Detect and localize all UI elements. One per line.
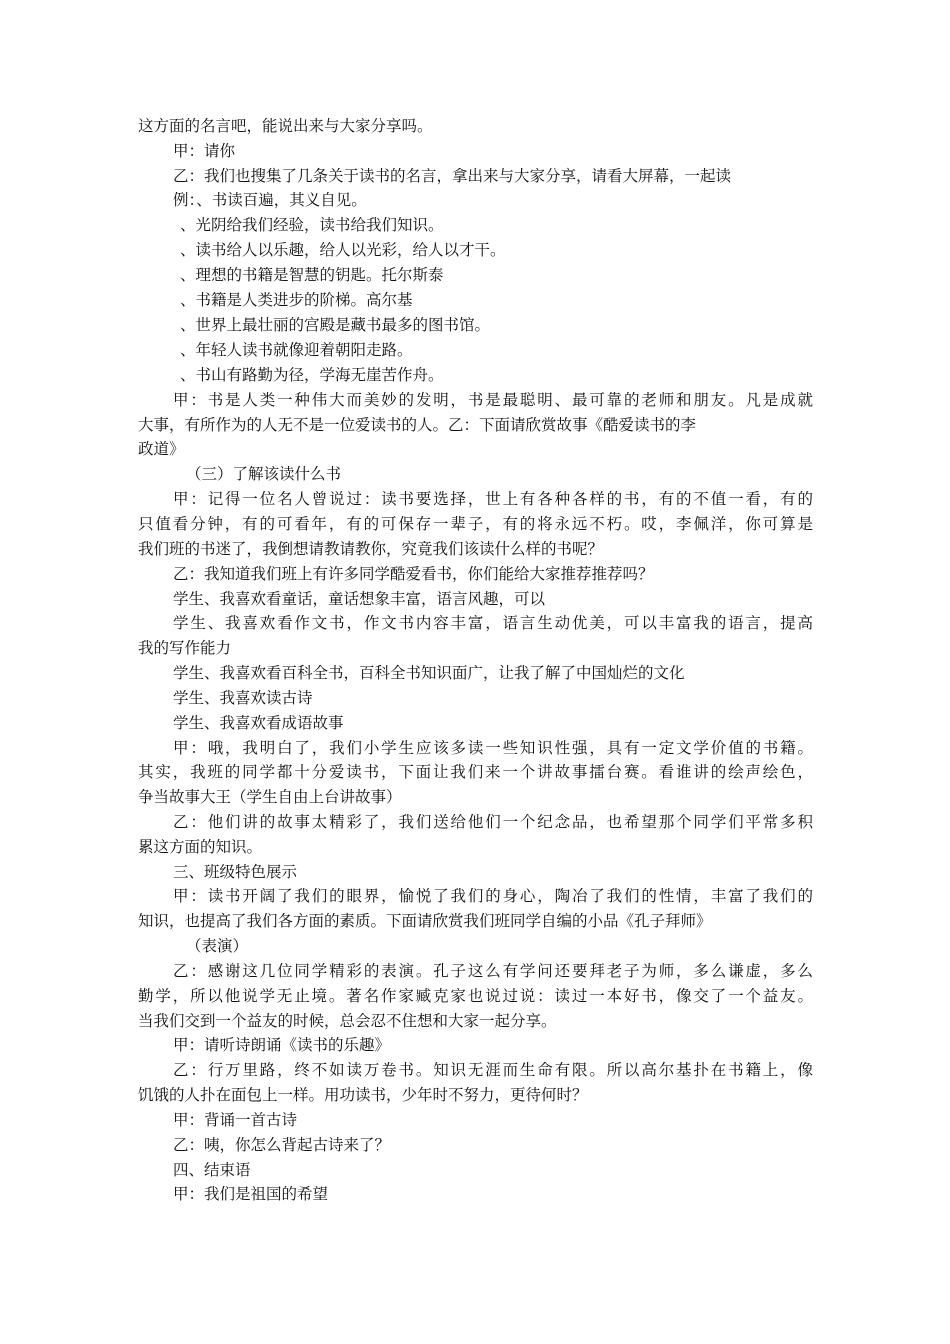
text-line: 乙：感谢这几位同学精彩的表演。孔子这么有学问还要拜老子为师，多么谦虚，多么 (173, 962, 813, 980)
section-heading: 四、结束语 (173, 1161, 251, 1179)
text-line: 知识，也提高了我们各方面的素质。下面请欣赏我们班同学自编的小品《孔子拜师》 (138, 912, 712, 930)
text-line: 甲：读书开阔了我们的眼界，愉悦了我们的身心，陶冶了我们的性情，丰富了我们的 (173, 887, 813, 905)
text-line: 学生、我喜欢看作文书，作文书内容丰富，语言生动优美，可以丰富我的语言，提高 (173, 614, 813, 632)
text-line: 、理想的书籍是智慧的钥匙。托尔斯泰 (180, 266, 444, 284)
text-line: 、读书给人以乐趣，给人以光彩，给人以才干。 (180, 241, 506, 259)
text-line: 、书山有路勤为径，学海无崖苦作舟。 (180, 366, 444, 384)
text-line: 甲：请你 (173, 142, 236, 160)
section-heading: （三）了解该读什么书 (186, 465, 342, 483)
text-line: 我的写作能力 (138, 639, 232, 657)
text-line: 例：、书读百遍，其义自见。 (173, 191, 367, 209)
text-line: 我们班的书迷了，我倒想请教请教你，究竟我们该读什么样的书呢？ (138, 540, 604, 558)
text-line: （表演） (186, 937, 249, 955)
text-line: 累这方面的知识。 (138, 838, 263, 856)
text-line: 学生、我喜欢看成语故事 (173, 714, 344, 732)
text-line: 、世界上最壮丽的宫殿是藏书最多的图书馆。 (180, 316, 491, 334)
text-line: 政道》 (138, 440, 185, 458)
text-line: 甲：背诵一首古诗 (173, 1111, 298, 1129)
text-line: 乙：他们讲的故事太精彩了，我们送给他们一个纪念品，也希望那个同学们平常多积 (173, 813, 813, 831)
text-line: 勤学，所以他说学无止境。著名作家臧克家也说过说：读过一本好书，像交了一个益友。 (138, 987, 813, 1005)
text-line: 、书籍是人类进步的阶梯。高尔基 (180, 291, 413, 309)
text-line: 乙：行万里路，终不如读万卷书。知识无涯而生命有限。所以高尔基扑在书籍上，像 (173, 1061, 813, 1079)
text-line: 这方面的名言吧，能说出来与大家分享吗。 (138, 117, 433, 135)
text-line: 、光阴给我们经验，读书给我们知识。 (180, 216, 444, 234)
text-line: 争当故事大王（学生自由上台讲故事） (138, 788, 402, 806)
text-line: 乙：我们也搜集了几条关于读书的名言，拿出来与大家分享，请看大屏幕，一起读 (173, 167, 732, 185)
text-line: 甲：书是人类一种伟大而美妙的发明，书是最聪明、最可靠的老师和朋友。凡是成就 (173, 391, 813, 409)
text-line: 只值看分钟，有的可看年，有的可保存一辈子，有的将永远不朽。哎，李佩洋，你可算是 (138, 515, 813, 533)
text-line: 大事，有所作为的人无不是一位爱读书的人。乙：下面请欣赏故事《酷爱读书的李 (138, 416, 697, 434)
text-line: 饥饿的人扑在面包上一样。用功读书，少年时不努力，更待何时？ (138, 1086, 588, 1104)
text-line: 甲：哦，我明白了，我们小学生应该多读一些知识性强，具有一定文学价值的书籍。 (173, 739, 813, 757)
text-line: 学生、我喜欢看百科全书，百科全书知识面广，让我了解了中国灿烂的文化 (173, 664, 685, 682)
text-line: 学生、我喜欢读古诗 (173, 689, 313, 707)
text-line: 乙：我知道我们班上有许多同学酷爱看书，你们能给大家推荐推荐吗？ (173, 565, 654, 583)
text-line: 其实，我班的同学都十分爱读书，下面让我们来一个讲故事擂台赛。看谁讲的绘声绘色， (138, 763, 813, 781)
text-line: 甲：请听诗朗诵《读书的乐趣》 (173, 1036, 391, 1054)
text-line: 当我们交到一个益友的时候，总会忍不住想和大家一起分享。 (138, 1012, 557, 1030)
text-line: 学生、我喜欢看童话，童话想象丰富，语言风趣，可以 (173, 590, 546, 608)
text-line: 甲：我们是祖国的希望 (173, 1185, 329, 1203)
text-line: 甲：记得一位名人曾说过：读书要选择，世上有各种各样的书，有的不值一看，有的 (173, 490, 813, 508)
text-line: 、年轻人读书就像迎着朝阳走路。 (180, 341, 413, 359)
text-line: 乙：咦，你怎么背起古诗来了？ (173, 1136, 391, 1154)
section-heading: 三、班级特色展示 (173, 863, 298, 881)
